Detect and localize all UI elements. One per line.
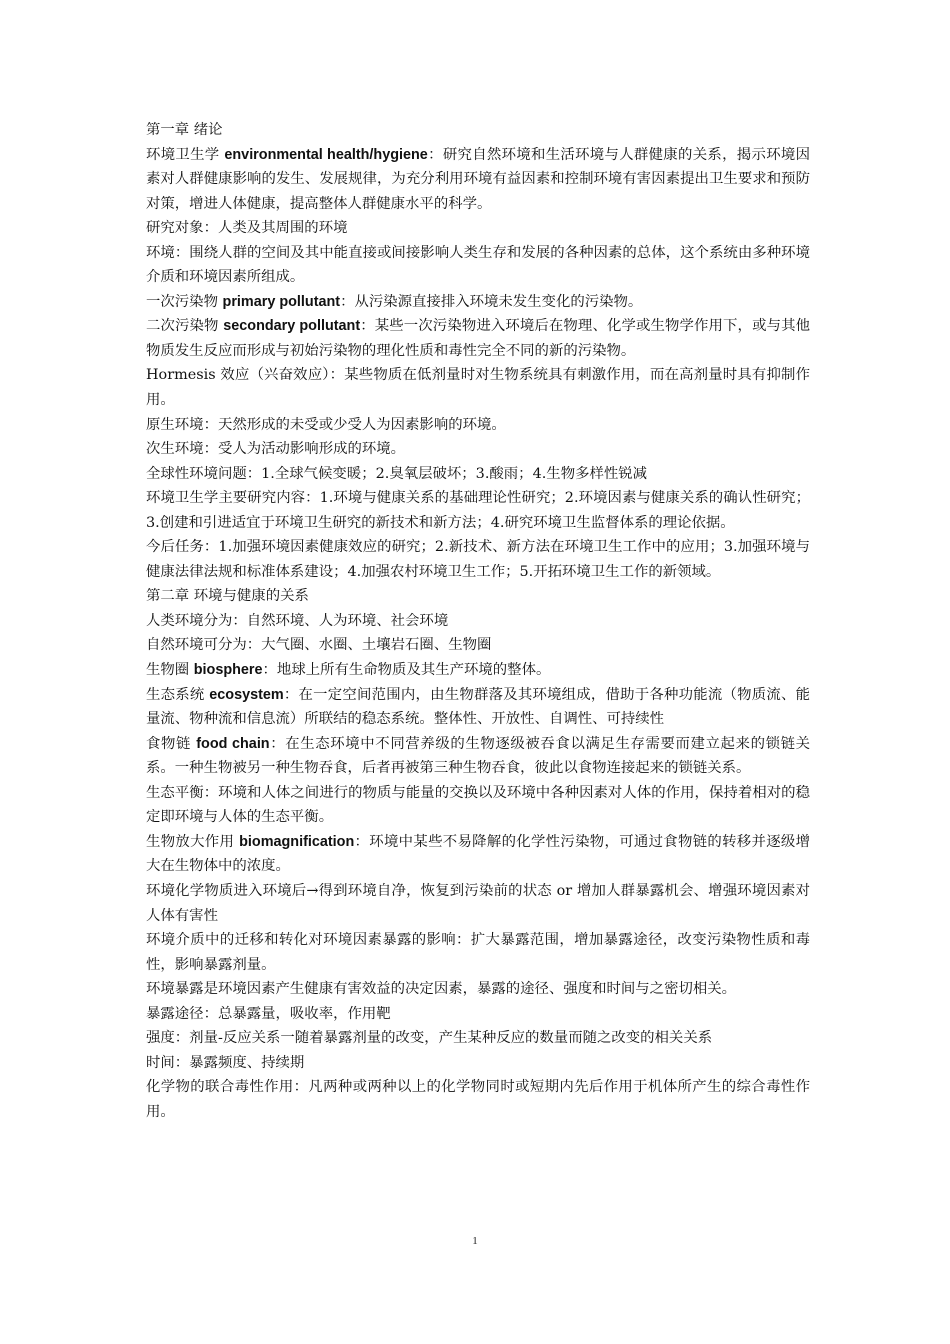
english-term: food chain — [196, 735, 270, 752]
term-label: 一次污染物 — [146, 293, 223, 310]
term-label: 生物圈 — [146, 662, 194, 679]
paragraph: 强度：剂量-反应关系一随着暴露剂量的改变，产生某种反应的数量而随之改变的相关关系 — [146, 1030, 713, 1047]
definition-text: ：某些一次污染物进入环境后在物理、化学或生物学作用下，或与其他物质发生反应而形成与初始污染物的理化性质和毒性完全不同的新的污染物。 — [146, 318, 810, 359]
english-term: secondary pollutant — [223, 318, 361, 335]
paragraph — [146, 290, 810, 315]
paragraph: 环境化学物质进入环境后→得到环境自净，恢复到污染前的状态 or 增加人群暴露机会、增强环境因素对人体有害性 — [146, 882, 810, 924]
paragraph: 环境暴露是环境因素产生健康有害效益的决定因素，暴露的途径、强度和时间与之密切相关。 — [146, 981, 737, 998]
term-label: 环境卫生学 — [146, 146, 225, 163]
definition-text: ：环境中某些不易降解的化学性污染物，可通过食物链的转移并逐级增大在生物体中的浓度。 — [146, 833, 810, 875]
paragraph: 全球性环境问题：1.全球气候变暖；2.臭氧层破坏；3.酸雨；4.生物多样性锐减 — [146, 465, 648, 482]
definition-text: ：在一定空间范围内，由生物群落及其环境组成，借助于各种功能流（物质流、能量流、物种流和信息流）所联结的稳态系统。整体性、开放性、自调性、可持续性 — [146, 686, 810, 728]
term-label: 生物放大作用 — [146, 833, 240, 850]
paragraph — [146, 830, 810, 879]
definition-text: ：研究自然环境和生活环境与人群健康的关系，揭示环境因素对人群健康影响的发生、发展规律，为充分利用环境有益因素和控制环境有害因素提出卫生要求和预防对策，增进人体健康，提高整体人群健康水平的科学。 — [146, 146, 810, 212]
paragraph: 人类环境分为：自然环境、人为环境、社会环境 — [146, 612, 449, 629]
paragraph: 环境卫生学主要研究内容：1.环境与健康关系的基础理论性研究；2.环境因素与健康关系的确认性研究；3.创建和引进适宜于环境卫生研究的新技术和新方法；4.研究环境卫生监督体系的理论依据。 — [146, 490, 810, 531]
english-term: primary pollutant — [222, 293, 341, 310]
english-term: environmental health/hygiene — [224, 146, 428, 163]
paragraph — [146, 658, 810, 683]
term-label: 二次污染物 — [146, 318, 224, 335]
paragraph: 第一章 绪论 — [146, 122, 223, 138]
paragraph — [146, 732, 810, 781]
definition-text: ：从污染源直接排入环境未发生变化的污染物。 — [340, 293, 643, 310]
document-body — [146, 118, 810, 1124]
paragraph: 生态平衡：环境和人体之间进行的物质与能量的交换以及环境中各种因素对人体的作用，保持着相对的稳定即环境与人体的生态平衡。 — [146, 784, 810, 826]
definition-text: ：在生态环境中不同营养级的生物逐级被吞食以满足生存需要而建立起来的锁链关系。一种生物被另一种生物吞食，后者再被第三种生物吞食，彼此以食物连接起来的锁链关系。 — [146, 735, 810, 777]
paragraph: 自然环境可分为：大气圈、水圈、土壤岩石圈、生物圈 — [146, 637, 492, 654]
paragraph: 原生环境：天然形成的未受或少受人为因素影响的环境。 — [146, 416, 506, 433]
term-label: 生态系统 — [146, 686, 210, 703]
paragraph: 化学物的联合毒性作用：凡两种或两种以上的化学物同时或短期内先后作用于机体所产生的综合毒性作用。 — [146, 1079, 810, 1120]
paragraph: 时间：暴露频度、持续期 — [146, 1054, 305, 1071]
paragraph — [146, 314, 810, 363]
paragraph — [146, 683, 810, 732]
english-term: ecosystem — [209, 686, 284, 703]
paragraph: 次生环境：受人为活动影响形成的环境。 — [146, 441, 406, 458]
paragraph — [146, 143, 810, 217]
paragraph: 暴露途径：总暴露量，吸收率，作用靶 — [146, 1005, 391, 1022]
paragraph: 今后任务：1.加强环境因素健康效应的研究；2.新技术、新方法在环境卫生工作中的应用；3.加强环境与健康法律法规和标准体系建设；4.加强农村环境卫生工作；5.开拓环境卫生工作的新领域。 — [146, 539, 810, 580]
english-term: biosphere — [193, 662, 263, 679]
term-label: 食物链 — [146, 735, 197, 752]
page-number: 1 — [472, 1235, 478, 1247]
paragraph: Hormesis 效应（兴奋效应）：某些物质在低剂量时对生物系统具有刺激作用，而在高剂量时具有抑制作用。 — [146, 367, 810, 409]
english-term: biomagnification — [239, 833, 355, 850]
paragraph: 第二章 环境与健康的关系 — [146, 588, 309, 605]
paragraph: 环境介质中的迁移和转化对环境因素暴露的影响：扩大暴露范围，增加暴露途径，改变污染物性质和毒性，影响暴露剂量。 — [146, 932, 810, 973]
paragraph: 环境：围绕人群的空间及其中能直接或间接影响人类生存和发展的各种因素的总体，这个系统由多种环境介质和环境因素所组成。 — [146, 244, 810, 286]
definition-text: ：地球上所有生命物质及其生产环境的整体。 — [262, 662, 551, 679]
paragraph: 研究对象：人类及其周围的环境 — [146, 220, 348, 237]
